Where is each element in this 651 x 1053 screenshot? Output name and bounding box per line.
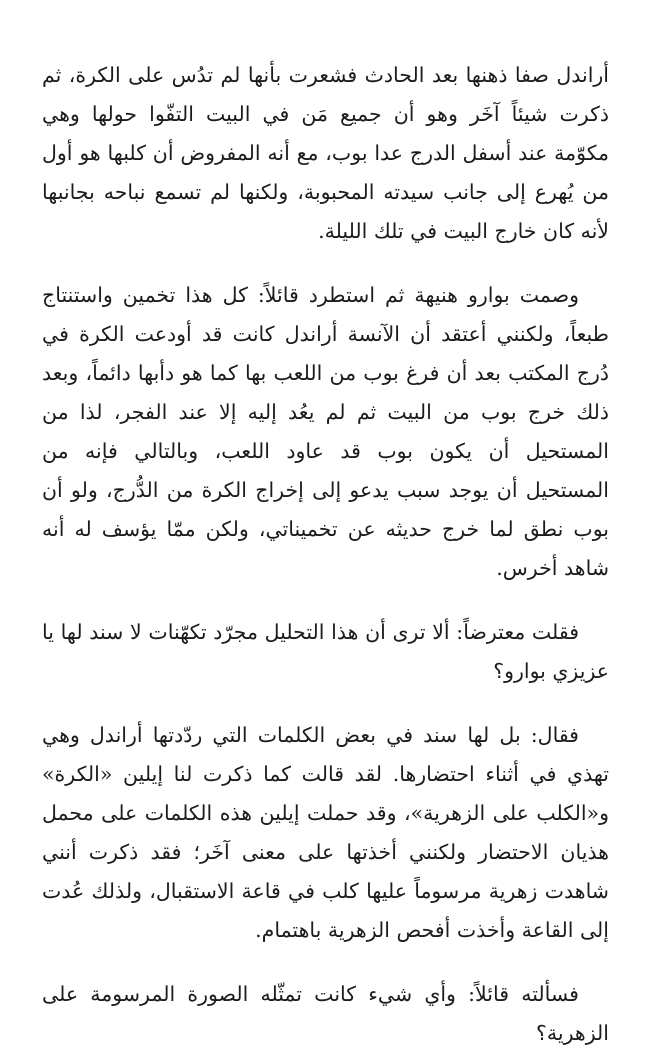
paragraph-4: فقال: بل لها سند في بعض الكلمات التي ردّدتها أراندل وهي تهذي في أثناء احتضارها. لقد قالت كما ذكرت لنا إيلين «الكرة» و«الكلب على الزهرية»، وقد حملت إيلين هذه الكلمات على محمل هذيان الاحتضار ولكنني أخذتها على معنى آخَر؛ فقد ذكرت أنني شاهدت زهرية مرسوماً عليها كلب في قاعة الاستقبال، ولذلك عُدت إلى القاعة وأخذت أفحص الزهرية باهتمام.	[42, 723, 609, 942]
paragraph-2: وصمت بوارو هنيهة ثم استطرد قائلاً: كل هذا تخمين واستنتاج طبعاً، ولكنني أعتقد أن الآنسة أراندل كانت قد أودعت الكرة في دُرج المكتب بعد أن فرغ بوب من اللعب بها كما هو دأبها دائماً، وبعد ذلك خرج بوب من البيت ثم لم يعُد إليه إلا عند الفجر، لذا من المستحيل أن يكون بوب قد عاود اللعب، وبالتالي فإنه من المستحيل أن يوجد سبب يدعو إلى إخراج الكرة من الدُّرج، ولو أن بوب نطق لما خرج حديثه عن تخميناتي، ولكن ممّا يؤسف له أنه شاهد أخرس.	[42, 283, 609, 580]
paragraph-5: فسألته قائلاً: وأي شيء كانت تمثّله الصورة المرسومة على الزهرية؟	[42, 982, 609, 1045]
paragraph-1: أراندل صفا ذهنها بعد الحادث فشعرت بأنها لم تدُس على الكرة، ثم ذكرت شيئاً آخَر وهو أن جميع مَن في البيت التفّوا حولها وهي مكوّمة عند أسفل الدرج عدا بوب، مع أنه المفروض أن كلبها هو أول من يُهرع إلى جانب سيدته المحبوبة، ولكنها لم تسمع نباحه بجانبها لأنه كان خارج البيت في تلك الليلة.	[42, 63, 609, 243]
paragraph-3: فقلت معترضاً: ألا ترى أن هذا التحليل مجرّد تكهّنات لا سند لها يا عزيزي بوارو؟	[42, 620, 609, 683]
